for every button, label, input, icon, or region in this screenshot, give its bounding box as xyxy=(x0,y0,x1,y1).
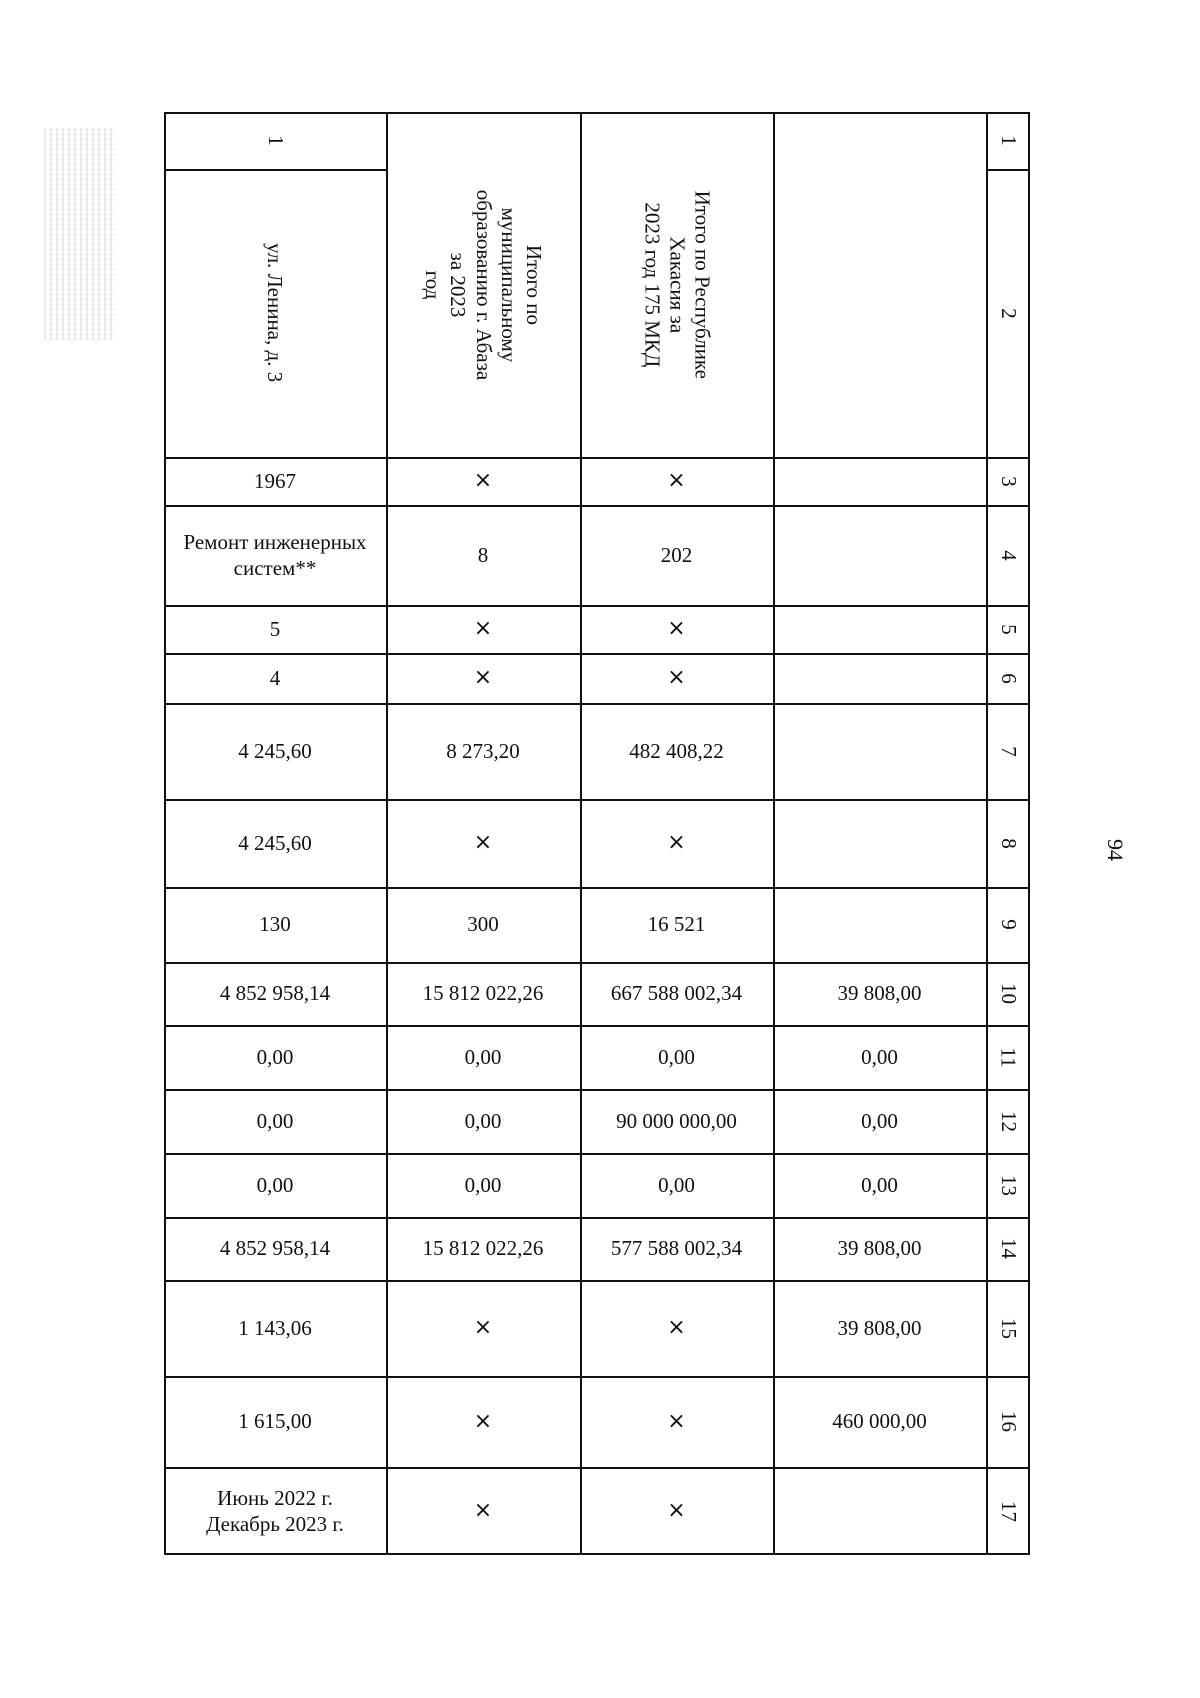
row-number xyxy=(986,169,1030,457)
table-cell: 482 408,22 xyxy=(629,738,724,763)
table-cell: 0,00 xyxy=(464,1172,502,1197)
row-number-text: 14 xyxy=(996,1238,1021,1259)
table-cell: 39 808,00 xyxy=(837,981,922,1006)
table-rule xyxy=(773,168,775,172)
row-number-text: 1 xyxy=(996,135,1021,146)
row-number xyxy=(986,1376,1030,1467)
row-number-text: 3 xyxy=(996,475,1021,487)
row-number xyxy=(986,1280,1030,1376)
row-number xyxy=(986,703,1030,799)
row-number xyxy=(986,505,1030,605)
table-cell: 460 000,00 xyxy=(832,1409,927,1434)
table-cell: 39 808,00 xyxy=(837,1315,922,1340)
table-cell: 4 852 958,14 xyxy=(219,1236,331,1261)
table-cell: 4 245,60 xyxy=(238,738,312,763)
table-cell: Ремонт инженерных систем** xyxy=(183,529,367,580)
table-cell: × xyxy=(473,468,493,494)
table-cell: 0,00 xyxy=(256,1108,294,1133)
table-cell: 667 588 002,34 xyxy=(610,981,743,1006)
table-cell: 0,00 xyxy=(658,1172,695,1197)
column-header-1 xyxy=(164,169,386,457)
table-cell: × xyxy=(667,1498,686,1524)
data-table xyxy=(164,112,1030,1555)
header-mask xyxy=(388,169,986,171)
column-header-3 xyxy=(580,112,773,457)
row-number-text: 17 xyxy=(996,1500,1021,1522)
row-number xyxy=(986,1089,1030,1153)
table-cell: × xyxy=(473,1408,493,1434)
table-rule xyxy=(580,168,582,172)
table-cell: 4 245,60 xyxy=(238,830,312,855)
row-number-text: 4 xyxy=(996,549,1021,561)
table-cell: × xyxy=(473,616,493,642)
column-header-4 xyxy=(773,112,986,457)
table-cell: 4 xyxy=(269,665,281,690)
table-cell: 90 000 000,00 xyxy=(616,1108,737,1133)
table-cell: × xyxy=(473,1315,493,1341)
table-cell: 0,00 xyxy=(861,1172,898,1197)
table-cell: × xyxy=(667,1408,686,1434)
table-cell: × xyxy=(473,665,493,691)
column-1-top-label-text: 1 xyxy=(263,135,288,146)
row-number-text: 9 xyxy=(996,919,1021,930)
table-cell: 5 xyxy=(269,616,281,641)
table-cell xyxy=(773,457,986,505)
table-cell: 0,00 xyxy=(464,1044,502,1069)
row-number-text: 15 xyxy=(996,1317,1021,1339)
table-cell: Июнь 2022 г. Декабрь 2023 г. xyxy=(206,1485,344,1536)
table-cell: 1967 xyxy=(254,468,296,493)
table-cell: × xyxy=(473,1498,493,1524)
table-cell xyxy=(773,887,986,962)
table-cell xyxy=(773,799,986,887)
table-cell xyxy=(773,505,986,605)
table-cell: × xyxy=(667,665,686,691)
row-number xyxy=(986,887,1030,962)
table-cell xyxy=(773,653,986,703)
row-number-text: 8 xyxy=(996,837,1021,849)
row-number-text: 11 xyxy=(996,1046,1021,1068)
table-cell: 1 615,00 xyxy=(238,1409,312,1434)
table-cell: 300 xyxy=(467,912,499,937)
table-cell: × xyxy=(473,830,493,856)
row-number-text: 2 xyxy=(996,307,1021,319)
row-number-text: 13 xyxy=(996,1174,1021,1196)
table-cell: 1 143,06 xyxy=(238,1315,312,1340)
table-cell: 8 273,20 xyxy=(446,738,520,763)
row-number xyxy=(986,1217,1030,1280)
table-cell: 202 xyxy=(660,542,693,567)
table-cell: 16 521 xyxy=(647,912,706,937)
page-number: 94 xyxy=(1103,839,1128,861)
row-number xyxy=(986,457,1030,505)
row-number-text: 12 xyxy=(996,1110,1021,1132)
table-cell: 39 808,00 xyxy=(837,1236,922,1261)
table-cell: 0,00 xyxy=(658,1044,695,1069)
row-number-text: 7 xyxy=(996,745,1021,757)
table-cell: 15 812 022,26 xyxy=(422,1236,544,1261)
stamp-mark xyxy=(44,128,116,340)
column-header-2 xyxy=(386,112,580,457)
row-number xyxy=(986,112,1030,169)
row-number-text: 16 xyxy=(996,1411,1021,1432)
table-cell: × xyxy=(667,830,686,856)
row-number xyxy=(986,605,1030,653)
table-cell: 8 xyxy=(477,542,489,567)
table-cell: 0,00 xyxy=(861,1108,898,1133)
table-cell: 4 852 958,14 xyxy=(219,981,331,1006)
row-number xyxy=(986,962,1030,1025)
row-number xyxy=(986,653,1030,703)
column-header-text: Итого по муниципальному образованию г. Абаза за 2023 год xyxy=(421,189,546,380)
table-cell xyxy=(773,1467,986,1555)
table-cell: 15 812 022,26 xyxy=(422,981,544,1006)
row-number-text: 5 xyxy=(996,623,1021,635)
table-cell: 0,00 xyxy=(861,1044,898,1069)
row-number xyxy=(986,1153,1030,1217)
row-number-text: 10 xyxy=(996,983,1021,1004)
table-cell: × xyxy=(667,468,686,494)
row-number xyxy=(986,1467,1030,1555)
table-cell: × xyxy=(667,616,686,642)
column-header-text: ул. Ленина, д. 3 xyxy=(263,243,288,383)
table-cell xyxy=(773,605,986,653)
table-cell xyxy=(773,703,986,799)
table-cell: 577 588 002,34 xyxy=(610,1236,743,1261)
table-cell: 0,00 xyxy=(256,1044,294,1069)
row-number-text: 6 xyxy=(996,672,1021,684)
row-number xyxy=(986,1025,1030,1089)
table-cell: 0,00 xyxy=(464,1108,502,1133)
column-header-text: Итого по Республике Хакасия за 2023 год 175 МКД xyxy=(639,190,715,379)
row-number xyxy=(986,799,1030,887)
table-cell: 130 xyxy=(259,912,291,937)
table-cell: × xyxy=(667,1315,686,1341)
table-cell: 0,00 xyxy=(256,1172,294,1197)
column-1-top-label xyxy=(164,112,386,169)
